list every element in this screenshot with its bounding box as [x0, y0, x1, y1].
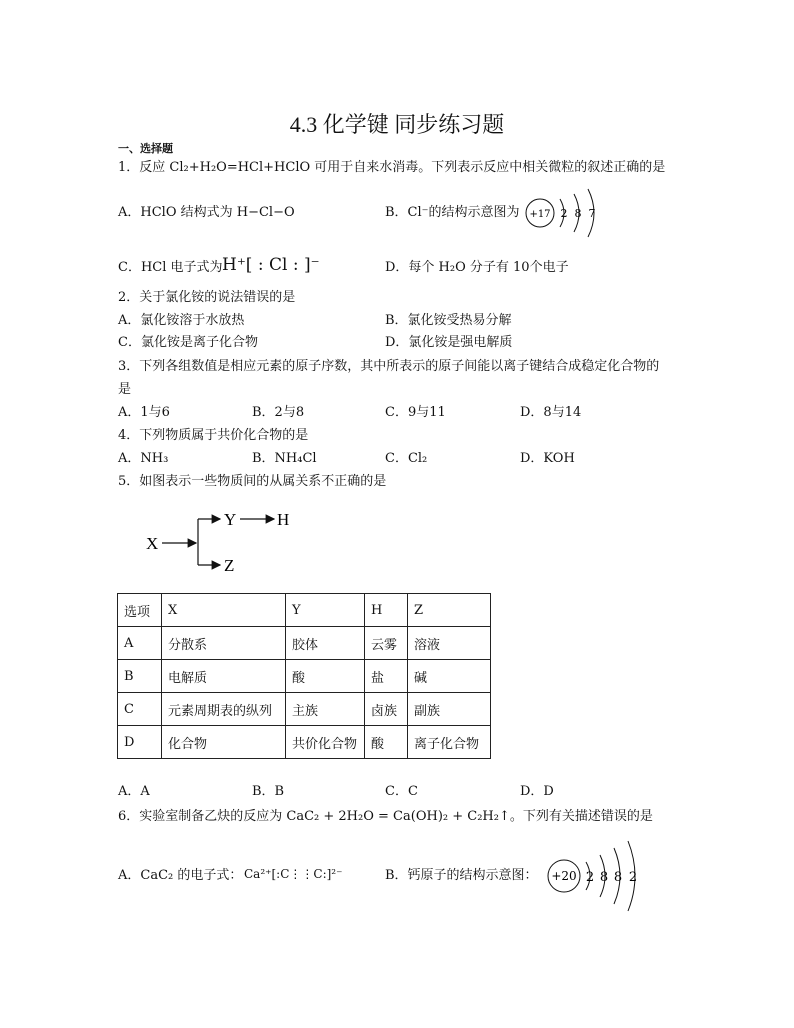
table-cell: B [118, 660, 162, 693]
shell-count-2: 8 [599, 870, 609, 885]
options-table [117, 593, 491, 759]
table-cell: 碱 [408, 660, 491, 693]
node-y: Y [224, 510, 237, 529]
q1-option-c: C．HCl 电子式为 [118, 260, 223, 275]
shell-count-1: 2 [560, 207, 568, 220]
q2-option-d: D．氯化铵是强电解质 [385, 335, 513, 350]
table-cell: 云雾 [365, 627, 408, 660]
q2-option-a: A．氯化铵溶于水放热 [118, 313, 245, 328]
q1-option-b: B．Cl⁻的结构示意图为 [385, 205, 520, 220]
q4-option-c: C．Cl₂ [385, 451, 428, 466]
q5-option-d: D．D [520, 784, 554, 799]
header-cell: Z [408, 594, 491, 627]
q5-option-a: A．A [118, 784, 150, 799]
table-cell: 共价化合物 [286, 726, 365, 759]
shell-count-2: 8 [574, 207, 582, 220]
nucleus-charge: +20 [551, 869, 577, 883]
header-cell: 选项 [118, 594, 162, 627]
q2-option-c: C．氯化铵是离子化合物 [118, 335, 258, 350]
q5-stem: 5．如图表示一些物质间的从属关系不正确的是 [118, 474, 387, 489]
chlorine-ion-structure-diagram [520, 185, 610, 241]
calcium-atom-structure-diagram [540, 838, 650, 914]
section-heading: 一、选择题 [118, 142, 173, 155]
table-cell: 卤族 [365, 693, 408, 726]
table-row [118, 693, 491, 726]
q3-option-a: A．1与6 [118, 405, 170, 420]
node-h: H [277, 510, 290, 529]
table-cell: 电解质 [162, 660, 286, 693]
nucleus-charge: +17 [529, 209, 551, 220]
shell-count-3: 7 [588, 207, 596, 220]
shell-count-3: 8 [613, 870, 623, 885]
q3-stem: 3．下列各组数值是相应元素的原子序数，其中所表示的原子间能以离子键结合成稳定化合物的 [118, 359, 660, 374]
q3-option-c: C．9与11 [385, 405, 446, 420]
table-cell: C [118, 693, 162, 726]
table-cell: 胶体 [286, 627, 365, 660]
q6-stem: 6．实验室制备乙炔的反应为 CaC₂ + 2H₂O = Ca(OH)₂ + C₂H₂↑。下列有关描述错误的是 [118, 809, 653, 824]
q3-option-b: B．2与8 [252, 405, 305, 420]
table-cell: 酸 [286, 660, 365, 693]
shell-count-4: 2 [628, 870, 638, 885]
table-cell: 分散系 [162, 627, 286, 660]
table-cell: D [118, 726, 162, 759]
q3-option-d: D．8与14 [520, 405, 582, 420]
shell-count-1: 2 [585, 870, 595, 885]
node-z: Z [224, 556, 235, 575]
classification-diagram [140, 504, 310, 578]
table-cell: 副族 [408, 693, 491, 726]
q4-stem: 4．下列物质属于共价化合物的是 [118, 428, 309, 443]
table-cell: A [118, 627, 162, 660]
cac2-electron-formula: Ca²⁺[:C⋮⋮C:]²⁻ [244, 867, 343, 881]
q6-option-b: B．钙原子的结构示意图： [385, 868, 538, 883]
table-row [118, 627, 491, 660]
table-row [118, 660, 491, 693]
table-cell: 离子化合物 [408, 726, 491, 759]
q5-option-b: B．B [252, 784, 285, 799]
q6-option-a: A．CaC₂ 的电子式： [118, 868, 243, 883]
q4-option-b: B．NH₄Cl [252, 451, 317, 466]
header-cell: X [162, 594, 286, 627]
table-header-row [118, 594, 491, 627]
table-row [118, 726, 491, 759]
header-cell: Y [286, 594, 365, 627]
q2-stem: 2．关于氯化铵的说法错误的是 [118, 290, 296, 305]
q3-stem-continued: 是 [118, 382, 132, 397]
q1-stem: 1．反应 Cl₂+H₂O=HCl+HClO 可用于自来水消毒。下列表示反应中相关微粒的叙述正确的是 [118, 160, 666, 175]
q1-option-a: A．HClO 结构式为 H−Cl−O [118, 205, 295, 220]
q4-option-d: D．KOH [520, 451, 575, 466]
page-title: 4.3 化学键 同步练习题 [289, 112, 505, 137]
q5-option-c: C．C [385, 784, 418, 799]
q2-option-b: B．氯化铵受热易分解 [385, 313, 512, 328]
header-cell: H [365, 594, 408, 627]
q1-option-d: D．每个 H₂O 分子有 10个电子 [385, 260, 569, 275]
q4-option-a: A．NH₃ [118, 451, 169, 466]
hcl-electron-formula: H⁺[ : Cl : ]⁻ [222, 255, 320, 275]
table-cell: 酸 [365, 726, 408, 759]
table-cell: 元素周期表的纵列 [162, 693, 286, 726]
table-cell: 主族 [286, 693, 365, 726]
table-cell: 化合物 [162, 726, 286, 759]
table-cell: 盐 [365, 660, 408, 693]
table-cell: 溶液 [408, 627, 491, 660]
node-x: X [146, 534, 159, 553]
